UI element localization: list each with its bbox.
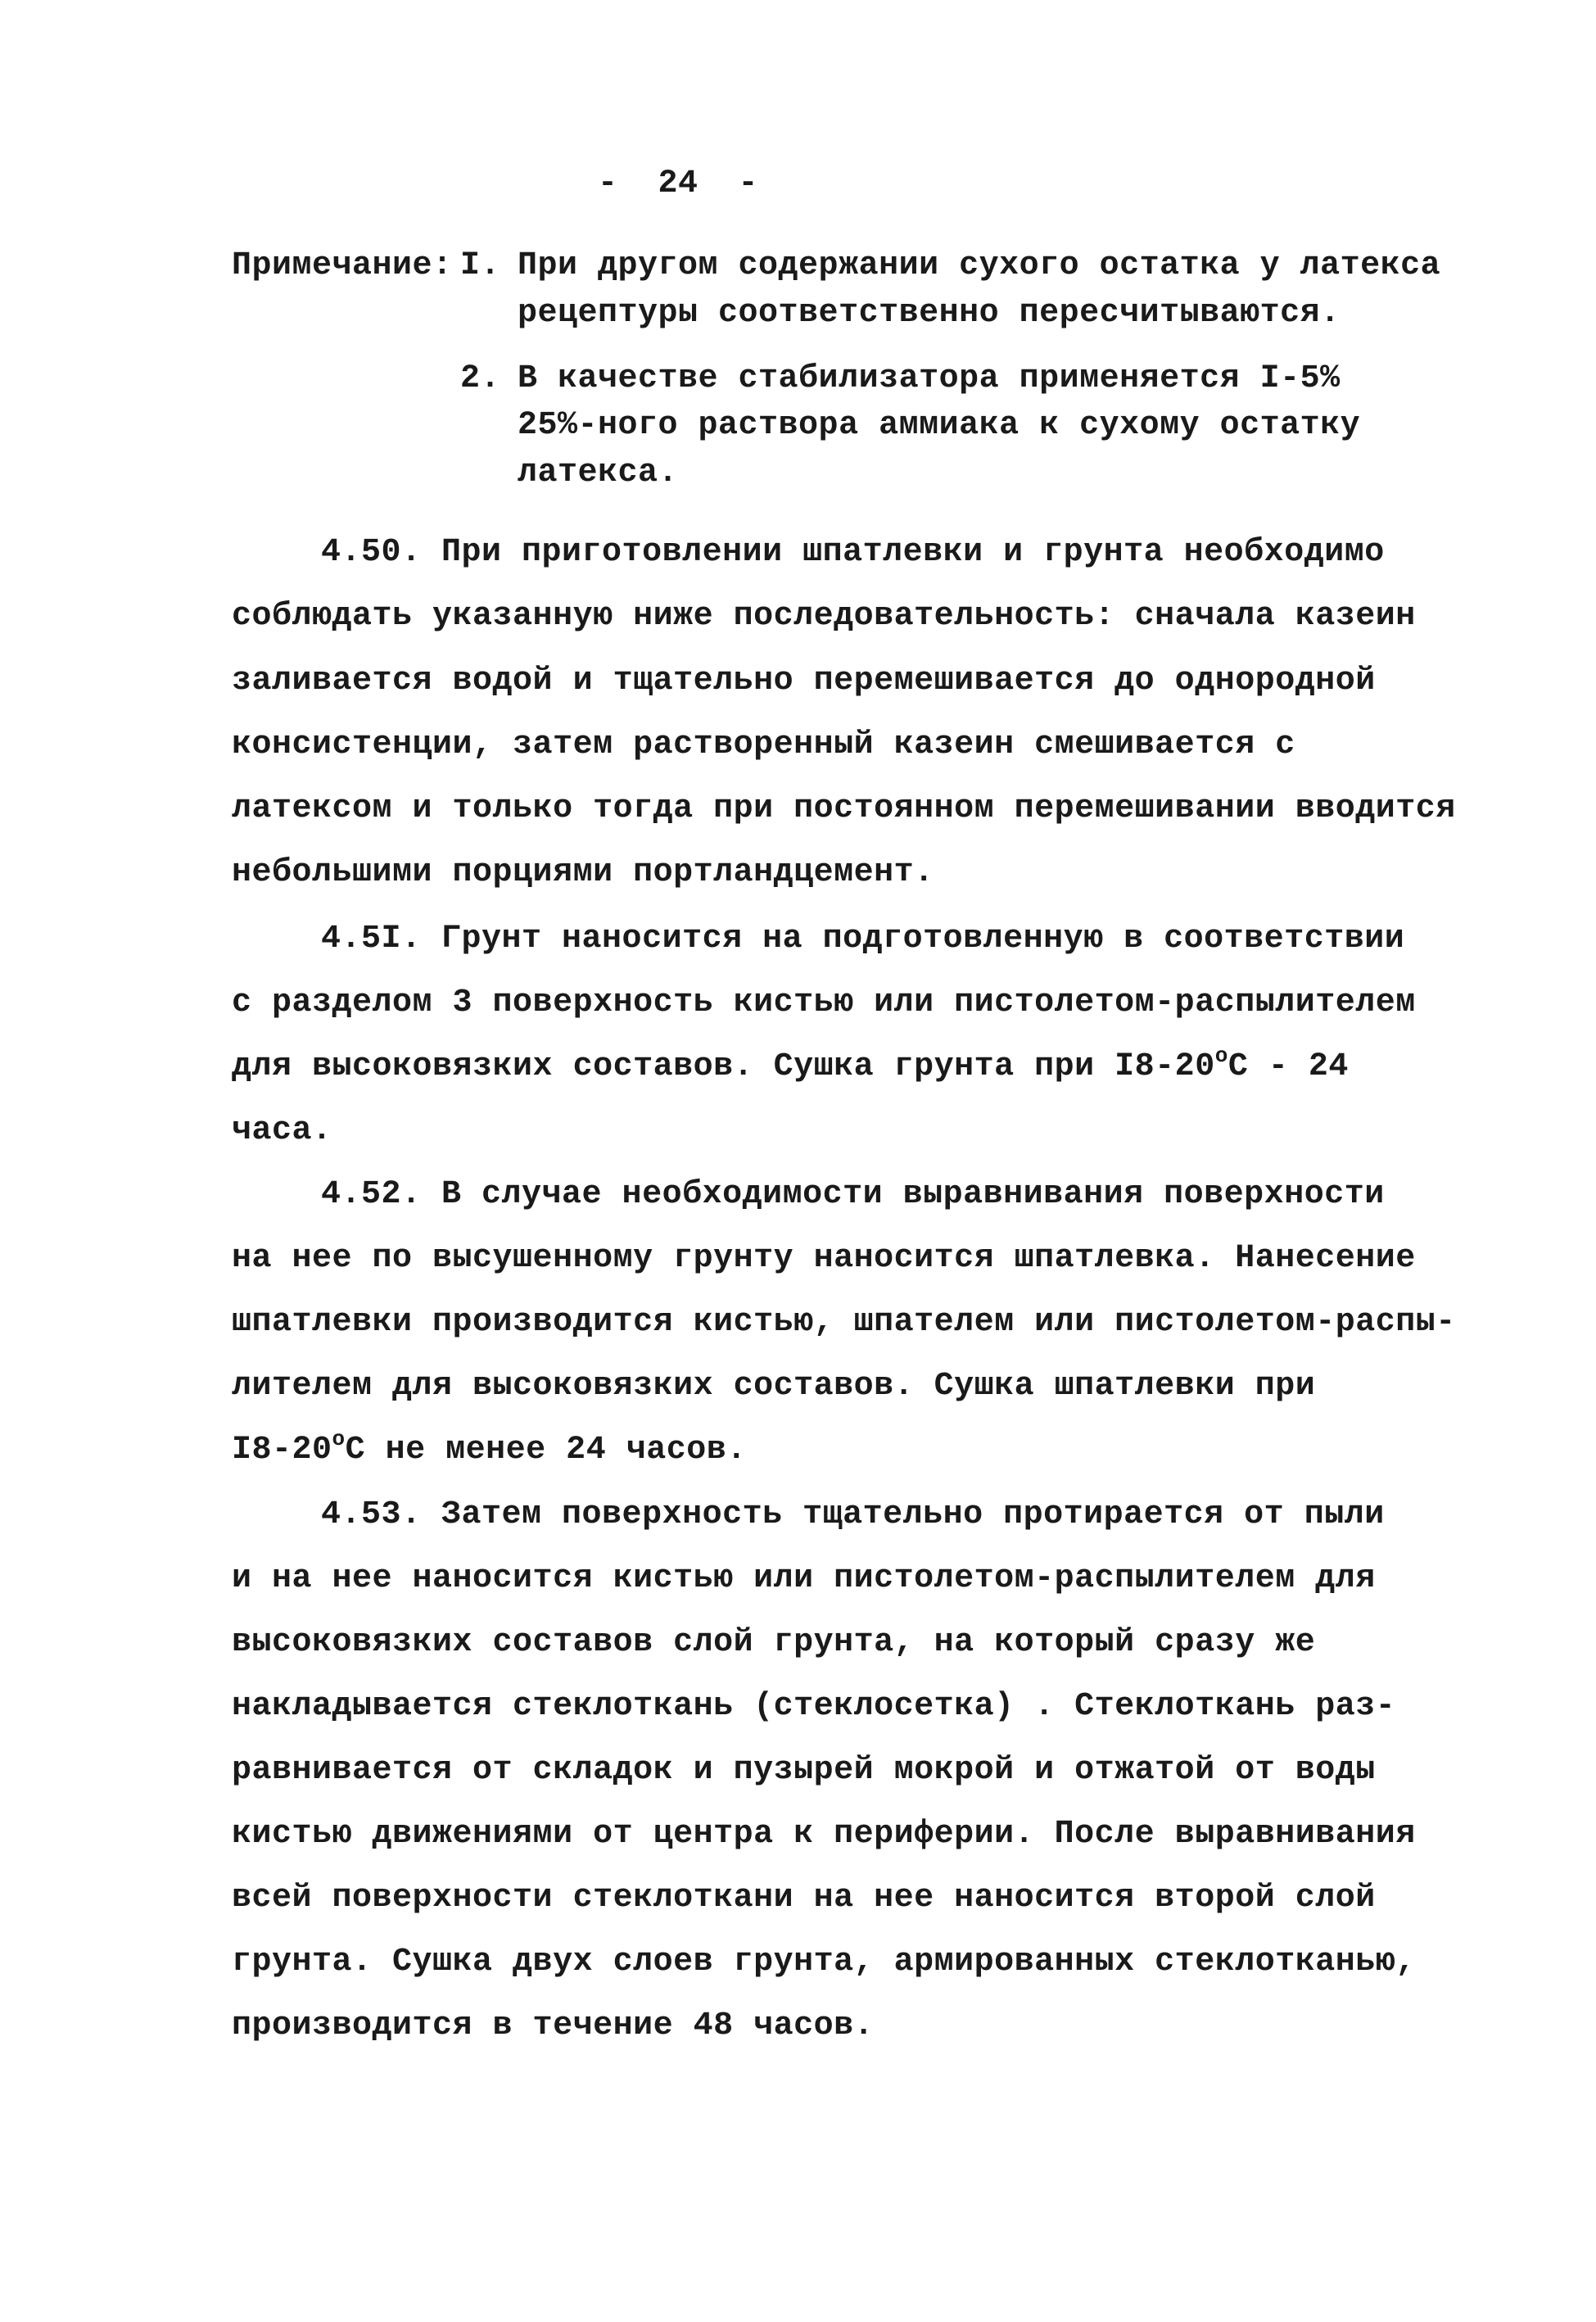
paragraph-line [232,1427,747,1469]
degree-superscript: o [1214,1043,1228,1068]
paragraph-line: производится в течение 48 часов. [232,2007,875,2044]
note-item-line: латекса. [518,455,679,491]
note-item-number: I. [460,247,501,284]
paragraph-line: лителем для высоковязких составов. Сушка шпатлевки при [232,1368,1316,1405]
paragraph-line: высоковязких составов слой грунта, на который сразу же [232,1624,1316,1661]
note-item-number: 2. [460,360,501,397]
note-item-line: рецептуры соответственно пересчитываются. [518,295,1341,332]
paragraph-line: соблюдать указанную ниже последовательность: сначала казеин [232,598,1416,635]
paragraph-line: кистью движениями от центра к периферии. После выравнивания [232,1816,1416,1853]
paragraph-line: часа. [232,1112,332,1149]
paragraph-line: на нее по высушенному грунту наносится шпатлевка. Нанесение [232,1240,1416,1277]
line-text: для высоковязких составов. Сушка грунта при I8-20 [232,1048,1215,1085]
paragraph-line [232,1043,1349,1085]
paragraph-line: 4.50. При приготовлении шпатлевки и грунта необходимо [321,534,1385,571]
line-text: I8-20 [232,1432,332,1469]
page-number: - 24 - [598,165,759,202]
note-label: Примечание: [232,247,453,284]
paragraph-line: всей поверхности стеклоткани на нее наносится второй слой [232,1880,1376,1917]
paragraph-line: небольшими порциями портландцемент. [232,854,934,891]
paragraph-line: 4.5I. Грунт наносится на подготовленную в соответствии [321,921,1405,957]
degree-superscript: o [332,1427,346,1451]
paragraph-line: 4.52. В случае необходимости выравнивания поверхности [321,1176,1385,1213]
paragraph-line: равнивается от складок и пузырей мокрой и отжатой от воды [232,1752,1376,1789]
note-item-line: В качестве стабилизатора применяется I-5% [518,360,1341,397]
paragraph-line: с разделом 3 поверхность кистью или пистолетом-распылителем [232,984,1416,1021]
paragraph-line: латексом и только тогда при постоянном перемешивании вводится [232,790,1456,827]
note-item-line: 25%-ного раствора аммиака к сухому остатку [518,407,1361,444]
paragraph-line: 4.53. Затем поверхность тщательно протирается от пыли [321,1496,1385,1533]
line-text: С не менее 24 часов. [345,1432,747,1469]
paragraph-line: грунта. Сушка двух слоев грунта, армированных стеклотканью, [232,1944,1416,1980]
paragraph-line: консистенции, затем растворенный казеин смешивается с [232,726,1295,763]
line-text: С - 24 [1228,1048,1349,1085]
note-item-line: При другом содержании сухого остатка у латекса [518,247,1441,284]
paragraph-line: заливается водой и тщательно перемешивается до однородной [232,663,1376,699]
paragraph-line: накладывается стеклоткань (стеклосетка) . Стеклоткань раз- [232,1688,1396,1725]
paragraph-line: шпатлевки производится кистью, шпателем или пистолетом-распы- [232,1304,1456,1341]
paragraph-line: и на нее наносится кистью или пистолетом-распылителем для [232,1560,1376,1597]
